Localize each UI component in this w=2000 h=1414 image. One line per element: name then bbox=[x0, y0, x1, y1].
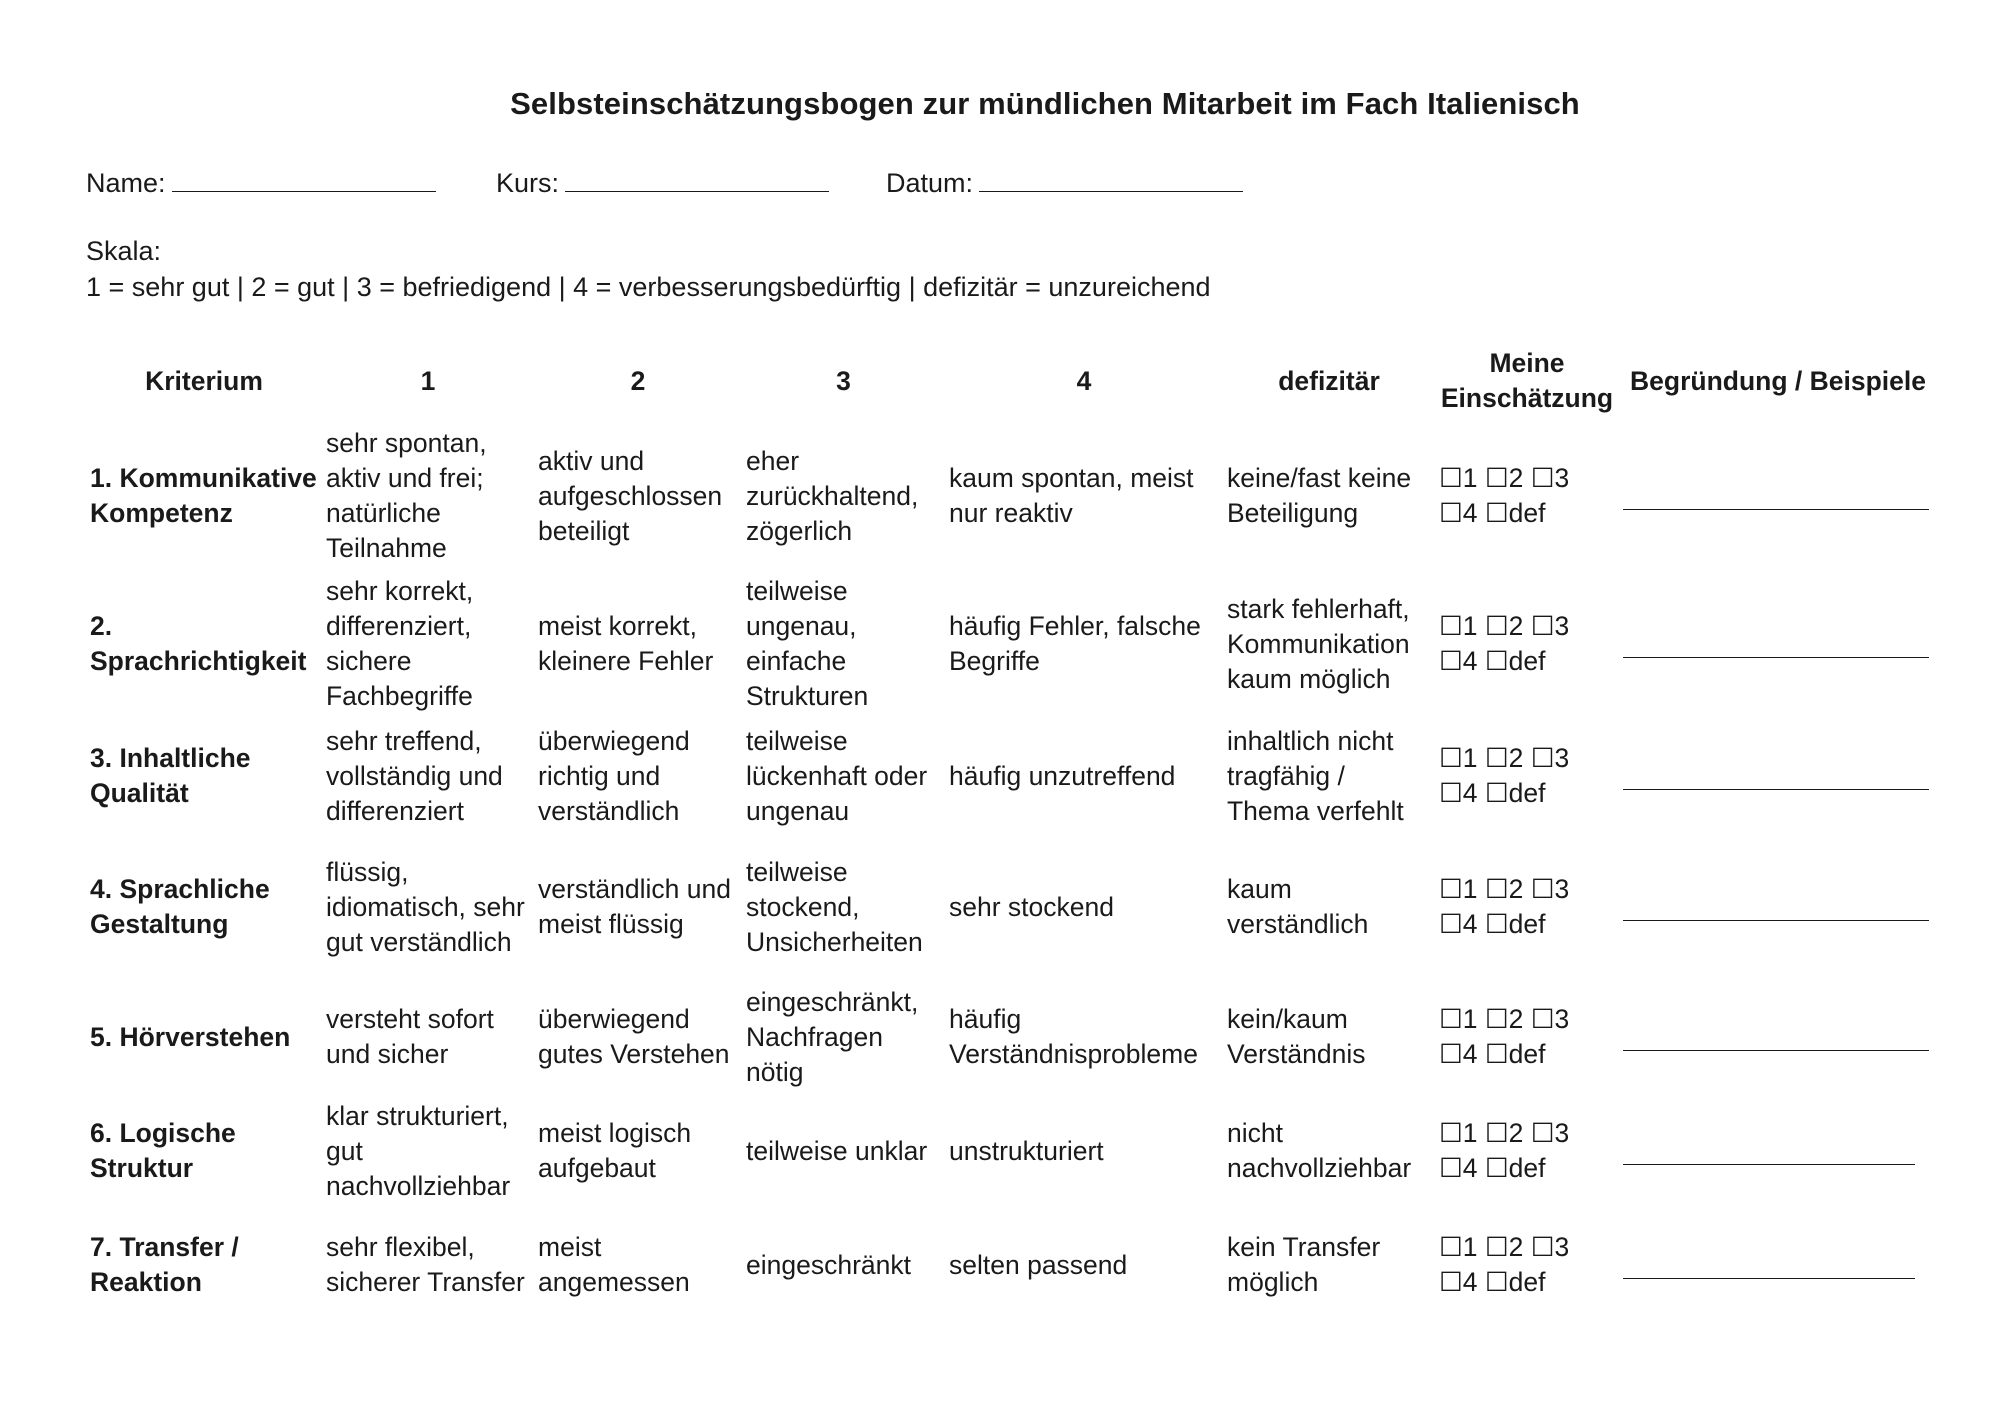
table-header-row bbox=[86, 340, 1937, 422]
table-row bbox=[86, 980, 1937, 1094]
level-4-cell: häufig unzutreffend bbox=[949, 760, 1176, 791]
level-1-cell: versteht sofort und sicher bbox=[326, 1004, 494, 1069]
reason-blank-line[interactable] bbox=[1623, 789, 1929, 790]
criterion-cell: 5. Hörverstehen bbox=[90, 1021, 291, 1052]
defizitaer-cell: kaum verständlich bbox=[1227, 874, 1369, 939]
reason-cell bbox=[1619, 980, 1937, 1094]
reason-blank-line[interactable] bbox=[1623, 657, 1929, 658]
level-4-cell: sehr stockend bbox=[949, 891, 1114, 922]
table-row bbox=[86, 1094, 1937, 1208]
course-field bbox=[496, 168, 829, 199]
level-4-cell: häufig Verständnisprobleme bbox=[949, 1004, 1198, 1069]
name-blank-line[interactable] bbox=[172, 169, 436, 192]
course-label: Kurs: bbox=[496, 168, 560, 198]
header-level-4: 4 bbox=[1076, 365, 1092, 396]
scale-label: Skala: bbox=[86, 236, 162, 266]
defizitaer-cell: nicht nachvollziehbar bbox=[1227, 1118, 1412, 1183]
level-3-cell: teilweise unklar bbox=[746, 1135, 928, 1166]
defizitaer-cell: keine/fast keine Beteiligung bbox=[1227, 463, 1412, 528]
table-row bbox=[86, 718, 1937, 834]
level-2-cell: überwiegend richtig und verständlich bbox=[538, 725, 690, 826]
reason-blank-line[interactable] bbox=[1623, 1278, 1915, 1279]
rubric-table bbox=[86, 340, 1937, 1322]
header-kriterium: Kriterium bbox=[145, 365, 263, 396]
level-2-cell: aktiv und aufgeschlossen beteiligt bbox=[538, 445, 723, 546]
rating-checkboxes[interactable]: ☐1 ☐2 ☐3 ☐4 ☐def bbox=[1439, 463, 1570, 528]
level-3-cell: teilweise lückenhaft oder ungenau bbox=[746, 725, 928, 826]
level-3-cell: eingeschränkt bbox=[746, 1249, 911, 1280]
scale-description: 1 = sehr gut | 2 = gut | 3 = befriedigend | 4 = verbesserungsbedürftig | defizitär = unzureichend bbox=[86, 272, 1211, 302]
reason-blank-line[interactable] bbox=[1623, 920, 1929, 921]
rating-checkboxes[interactable]: ☐1 ☐2 ☐3 ☐4 ☐def bbox=[1439, 1232, 1570, 1297]
defizitaer-cell: kein/kaum Verständnis bbox=[1227, 1004, 1366, 1069]
criterion-cell: 4. Sprachliche Gestaltung bbox=[90, 874, 270, 939]
reason-cell bbox=[1619, 718, 1937, 834]
table-row bbox=[86, 422, 1937, 570]
rating-checkboxes[interactable]: ☐1 ☐2 ☐3 ☐4 ☐def bbox=[1439, 743, 1570, 808]
level-1-cell: sehr korrekt, differenziert, sichere Fachbegriffe bbox=[326, 576, 474, 711]
level-1-cell: sehr treffend, vollständig und differenziert bbox=[326, 725, 503, 826]
level-1-cell: sehr flexibel, sicherer Transfer bbox=[326, 1232, 525, 1297]
table-row bbox=[86, 570, 1937, 718]
criterion-cell: 3. Inhaltliche Qualität bbox=[90, 743, 251, 808]
header-begruendung: Begründung / Beispiele bbox=[1630, 365, 1926, 396]
level-4-cell: unstrukturiert bbox=[949, 1135, 1104, 1166]
header-meine-einschaetzung: Meine Einschätzung bbox=[1440, 348, 1614, 413]
header-level-1: 1 bbox=[420, 365, 436, 396]
level-2-cell: meist logisch aufgebaut bbox=[538, 1118, 692, 1183]
header-defizitaer: defizitär bbox=[1278, 365, 1380, 396]
date-label: Datum: bbox=[886, 168, 974, 198]
criterion-cell: 2. Sprachrichtigkeit bbox=[90, 611, 307, 676]
reason-cell bbox=[1619, 1208, 1937, 1322]
level-4-cell: kaum spontan, meist nur reaktiv bbox=[949, 463, 1194, 528]
criterion-cell: 7. Transfer / Reaktion bbox=[90, 1232, 239, 1297]
defizitaer-cell: stark fehlerhaft, Kommunikation kaum möglich bbox=[1227, 593, 1410, 694]
name-label: Name: bbox=[86, 168, 166, 198]
level-3-cell: eher zurückhaltend, zögerlich bbox=[746, 445, 919, 546]
rating-checkboxes[interactable]: ☐1 ☐2 ☐3 ☐4 ☐def bbox=[1439, 1118, 1570, 1183]
level-1-cell: flüssig, idiomatisch, sehr gut verständlich bbox=[326, 856, 525, 957]
document-title: Selbsteinschätzungsbogen zur mündlichen Mitarbeit im Fach Italienisch bbox=[510, 86, 1580, 121]
date-field bbox=[886, 168, 1243, 199]
level-1-cell: sehr spontan, aktiv und frei; natürliche Teilnahme bbox=[326, 428, 487, 563]
defizitaer-cell: inhaltlich nicht tragfähig / Thema verfehlt bbox=[1227, 725, 1404, 826]
header-level-2: 2 bbox=[630, 365, 646, 396]
level-4-cell: häufig Fehler, falsche Begriffe bbox=[949, 611, 1201, 676]
name-field bbox=[86, 168, 436, 199]
level-2-cell: meist korrekt, kleinere Fehler bbox=[538, 611, 714, 676]
table-row bbox=[86, 1208, 1937, 1322]
rating-checkboxes[interactable]: ☐1 ☐2 ☐3 ☐4 ☐def bbox=[1439, 1004, 1570, 1069]
level-1-cell: klar strukturiert, gut nachvollziehbar bbox=[326, 1100, 511, 1201]
reason-blank-line[interactable] bbox=[1623, 509, 1929, 510]
level-2-cell: überwiegend gutes Verstehen bbox=[538, 1004, 730, 1069]
header-level-3: 3 bbox=[836, 365, 851, 396]
reason-cell bbox=[1619, 570, 1937, 718]
level-4-cell: selten passend bbox=[949, 1249, 1128, 1280]
course-blank-line[interactable] bbox=[565, 169, 829, 192]
level-3-cell: teilweise ungenau, einfache Strukturen bbox=[746, 576, 869, 711]
reason-blank-line[interactable] bbox=[1623, 1164, 1915, 1165]
level-2-cell: verständlich und meist flüssig bbox=[538, 874, 731, 939]
reason-blank-line[interactable] bbox=[1623, 1050, 1929, 1051]
reason-cell bbox=[1619, 1094, 1937, 1208]
level-2-cell: meist angemessen bbox=[538, 1232, 690, 1297]
level-3-cell: eingeschränkt, Nachfragen nötig bbox=[746, 986, 919, 1087]
criterion-cell: 6. Logische Struktur bbox=[90, 1118, 236, 1183]
date-blank-line[interactable] bbox=[979, 169, 1243, 192]
reason-cell bbox=[1619, 422, 1937, 570]
rating-checkboxes[interactable]: ☐1 ☐2 ☐3 ☐4 ☐def bbox=[1439, 874, 1570, 939]
reason-cell bbox=[1619, 834, 1937, 980]
level-3-cell: teilweise stockend, Unsicherheiten bbox=[746, 856, 923, 957]
defizitaer-cell: kein Transfer möglich bbox=[1227, 1232, 1381, 1297]
criterion-cell: 1. Kommunikative Kompetenz bbox=[90, 463, 317, 528]
rating-checkboxes[interactable]: ☐1 ☐2 ☐3 ☐4 ☐def bbox=[1439, 611, 1570, 676]
table-row bbox=[86, 834, 1937, 980]
